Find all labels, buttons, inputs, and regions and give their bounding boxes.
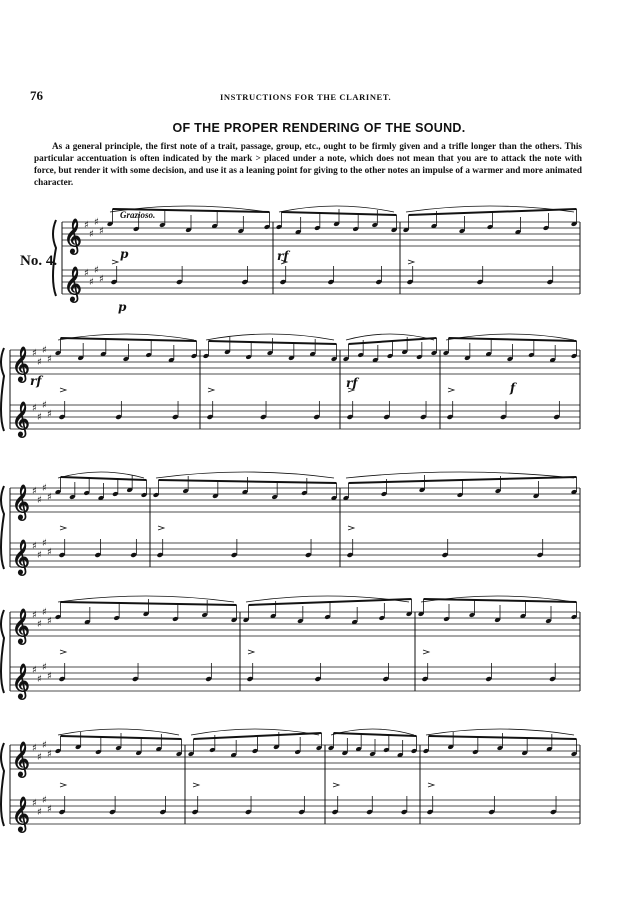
accent-mark	[408, 260, 414, 264]
treble-clef: 𝄞	[12, 485, 30, 520]
section-title: OF THE PROPER RENDERING OF THE SOUND.	[172, 121, 466, 135]
sharp-sign: ♯	[47, 492, 52, 503]
sharp-sign: ♯	[37, 619, 42, 630]
sharp-sign: ♯	[47, 547, 52, 558]
note-beam	[61, 477, 147, 480]
sharp-sign: ♯	[32, 665, 37, 676]
sharp-sign: ♯	[32, 610, 37, 621]
note-beam	[334, 733, 417, 736]
sharp-sign: ♯	[84, 268, 89, 279]
sharp-sign: ♯	[89, 277, 94, 288]
sharp-sign: ♯	[42, 538, 47, 549]
accent-mark	[333, 783, 339, 787]
sharp-sign: ♯	[37, 357, 42, 368]
treble-clef: 𝄞	[64, 219, 82, 254]
sharp-sign: ♯	[42, 795, 47, 806]
sharp-sign: ♯	[47, 409, 52, 420]
accent-mark	[60, 650, 66, 654]
slur	[58, 729, 179, 735]
tempo-marking: Grazioso.	[120, 210, 156, 220]
accent-mark	[60, 388, 66, 392]
system-brace	[1, 610, 4, 693]
sharp-sign: ♯	[89, 229, 94, 240]
treble-clef: 𝄞	[12, 797, 30, 832]
sharp-sign: ♯	[99, 274, 104, 285]
treble-clef: 𝄞	[12, 609, 30, 644]
treble-clef: 𝄞	[64, 267, 82, 302]
sharp-sign: ♯	[94, 217, 99, 228]
sharp-sign: ♯	[47, 671, 52, 682]
sharp-sign: ♯	[42, 740, 47, 751]
accent-mark	[248, 650, 254, 654]
dynamic-marking: rf	[346, 376, 358, 390]
sharp-sign: ♯	[37, 495, 42, 506]
system-brace	[53, 220, 56, 296]
sharp-sign: ♯	[37, 412, 42, 423]
slur	[156, 472, 334, 478]
exercise-label: No. 4.	[20, 253, 58, 269]
system-brace	[1, 348, 4, 431]
accent-mark	[60, 783, 66, 787]
accent-mark	[158, 526, 164, 530]
accent-mark	[348, 526, 354, 530]
note-beam	[449, 338, 577, 341]
treble-clef: 𝄞	[12, 347, 30, 382]
slur	[279, 206, 394, 212]
dynamic-marking: f	[510, 381, 516, 395]
dynamic-marking: rf	[30, 374, 42, 388]
note-beam	[61, 338, 197, 341]
running-head: INSTRUCTIONS FOR THE CLARINET.	[220, 92, 392, 102]
dynamic-marking: p	[118, 300, 127, 314]
sharp-sign: ♯	[47, 804, 52, 815]
system-brace	[1, 743, 4, 826]
system-brace	[1, 486, 4, 569]
sharp-sign: ♯	[42, 662, 47, 673]
sharp-sign: ♯	[42, 483, 47, 494]
slur	[58, 596, 234, 602]
sharp-sign: ♯	[32, 541, 37, 552]
sharp-sign: ♯	[84, 220, 89, 231]
sharp-sign: ♯	[42, 607, 47, 618]
dynamic-marking: p	[120, 247, 129, 261]
sharp-sign: ♯	[42, 400, 47, 411]
intro-paragraph: As a general principle, the first note of a trait, passage, group, etc., ought to be firmly given and a trifle longer than the others. This particular accentuation is often indicated by the mark > placed under a note, which does not mean that you are to attack the note with force, but render it with some decision, and use it as a leaning point for giving to the other notes an impulse of a warmer and more animated character.	[34, 141, 582, 187]
sharp-sign: ♯	[47, 616, 52, 627]
treble-clef: 𝄞	[12, 742, 30, 777]
treble-clef: 𝄞	[12, 402, 30, 437]
treble-clef: 𝄞	[12, 540, 30, 575]
dynamic-marking: rf	[277, 249, 289, 263]
sharp-sign: ♯	[47, 354, 52, 365]
sharp-sign: ♯	[32, 348, 37, 359]
treble-clef: 𝄞	[12, 664, 30, 699]
accent-mark	[423, 650, 429, 654]
sharp-sign: ♯	[94, 265, 99, 276]
sharp-sign: ♯	[42, 345, 47, 356]
sharp-sign: ♯	[37, 807, 42, 818]
sharp-sign: ♯	[37, 674, 42, 685]
sharp-sign: ♯	[99, 226, 104, 237]
sharp-sign: ♯	[37, 752, 42, 763]
accent-mark	[193, 783, 199, 787]
accent-mark	[208, 388, 214, 392]
sharp-sign: ♯	[32, 486, 37, 497]
accent-mark	[112, 260, 118, 264]
sharp-sign: ♯	[32, 798, 37, 809]
accent-mark	[448, 388, 454, 392]
accent-mark	[428, 783, 434, 787]
page-number: 76	[30, 88, 43, 103]
sharp-sign: ♯	[47, 749, 52, 760]
sharp-sign: ♯	[32, 743, 37, 754]
sharp-sign: ♯	[32, 403, 37, 414]
sharp-sign: ♯	[37, 550, 42, 561]
accent-mark	[60, 526, 66, 530]
